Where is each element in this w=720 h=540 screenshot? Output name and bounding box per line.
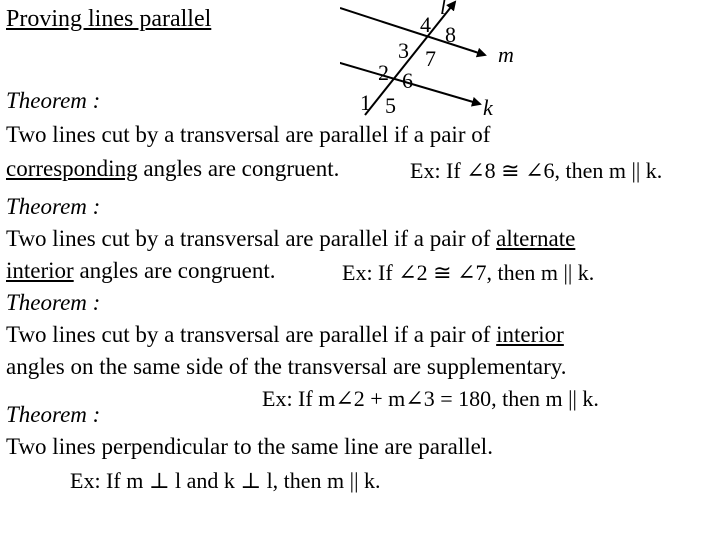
line-m bbox=[340, 8, 485, 55]
angle-label-5: 5 bbox=[385, 93, 396, 118]
theorem-2-heading: Theorem : bbox=[6, 194, 101, 219]
angle-label-2: 2 bbox=[378, 60, 389, 85]
angle-label-8: 8 bbox=[445, 22, 456, 47]
theorem-1-example: Ex: If ∠8 ≅ ∠6, then m || k. bbox=[410, 158, 663, 183]
theorem-1-text-line2: corresponding angles are congruent. bbox=[6, 156, 340, 181]
theorem-1-heading: Theorem : bbox=[6, 88, 101, 113]
theorem-3-text-line2: angles on the same side of the transversal are supplementary. bbox=[6, 354, 567, 379]
angle-label-7: 7 bbox=[425, 46, 436, 71]
theorem-2-text-line1: Two lines cut by a transversal are parallel if a pair of alternate bbox=[6, 226, 576, 251]
interior-term: interior bbox=[496, 322, 564, 347]
theorem-1-text-line1: Two lines cut by a transversal are parallel if a pair of bbox=[6, 122, 491, 147]
page-title: Proving lines parallel bbox=[6, 6, 212, 32]
line-label-m: m bbox=[498, 42, 514, 67]
theorem-4-text-line1: Two lines perpendicular to the same line are parallel. bbox=[6, 434, 493, 459]
interior-term: interior bbox=[6, 258, 74, 283]
theorem-2-text-line2: interior angles are congruent. bbox=[6, 258, 276, 283]
angle-label-6: 6 bbox=[402, 68, 413, 93]
theorem-3-example: Ex: If m∠2 + m∠3 = 180, then m || k. bbox=[262, 386, 599, 411]
angle-label-1: 1 bbox=[360, 90, 371, 115]
corresponding-term: corresponding bbox=[6, 156, 138, 181]
line-label-k: k bbox=[483, 95, 493, 120]
theorem-3-heading: Theorem : bbox=[6, 290, 101, 315]
theorem-4-example: Ex: If m ⊥ l and k ⊥ l, then m || k. bbox=[70, 468, 381, 493]
angle-label-3: 3 bbox=[398, 38, 409, 63]
theorem-3-text-line1: Two lines cut by a transversal are parallel if a pair of interior bbox=[6, 322, 564, 347]
theorem-2-example: Ex: If ∠2 ≅ ∠7, then m || k. bbox=[342, 260, 595, 285]
alternate-term: alternate bbox=[496, 226, 576, 251]
line-label-l: l bbox=[440, 0, 447, 19]
angle-label-4: 4 bbox=[420, 12, 431, 37]
theorem-4-heading: Theorem : bbox=[6, 402, 101, 427]
transversal-diagram bbox=[340, 0, 570, 125]
